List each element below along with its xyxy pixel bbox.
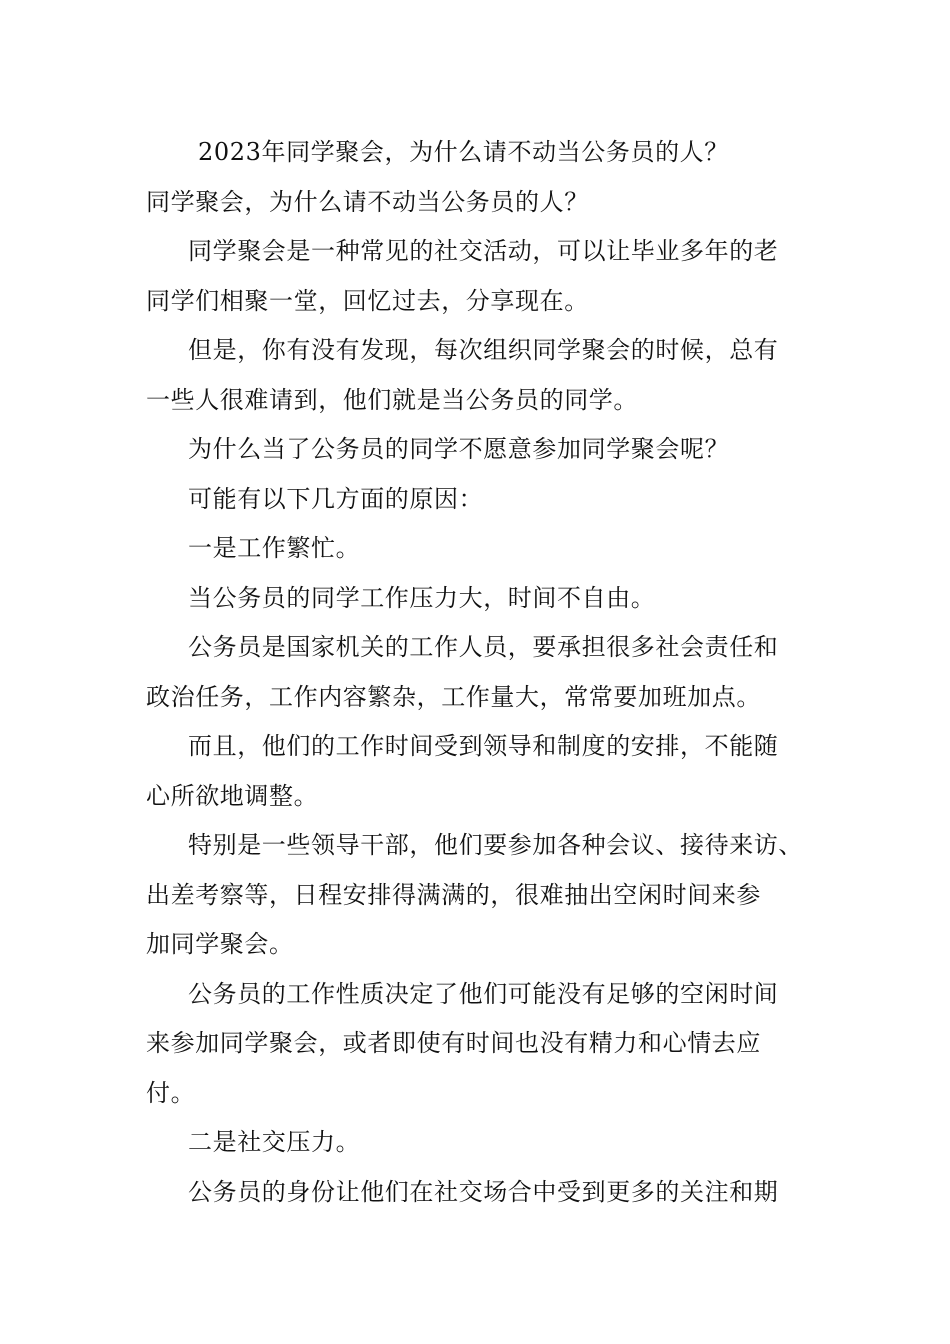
paragraph-line: 出差考察等，日程安排得满满的，很难抽出空闲时间来参 bbox=[146, 880, 761, 909]
paragraph-line: 心所欲地调整。 bbox=[146, 781, 319, 810]
paragraph-line: 同学们相聚一堂，回忆过去，分享现在。 bbox=[146, 286, 589, 315]
section-heading: 二是社交压力。 bbox=[188, 1128, 361, 1156]
paragraph-line: 来参加同学聚会，或者即使有时间也没有精力和心情去应 bbox=[146, 1029, 761, 1057]
paragraph-line: 政治任务，工作内容繁杂，工作量大，常常要加班加点。 bbox=[146, 682, 761, 711]
paragraph-line: 公务员的身份让他们在社交场合中受到更多的关注和期 bbox=[188, 1177, 779, 1206]
paragraph-line: 付。 bbox=[146, 1078, 196, 1107]
document-page bbox=[146, 128, 810, 1217]
paragraph-line: 加同学聚会。 bbox=[146, 930, 294, 958]
paragraph-line: 一些人很难请到，他们就是当公务员的同学。 bbox=[146, 385, 638, 414]
paragraph-line: 公务员的工作性质决定了他们可能没有足够的空闲时间 bbox=[188, 979, 779, 1008]
paragraph-line: 同学聚会是一种常见的社交活动，可以让毕业多年的老 bbox=[188, 237, 779, 265]
paragraph-line: 特别是一些领导干部，他们要参加各种会议、接待来访、 bbox=[188, 831, 803, 859]
paragraph-line: 但是，你有没有发现，每次组织同学聚会的时候，总有 bbox=[188, 336, 779, 364]
paragraph-line: 公务员是国家机关的工作人员，要承担很多社会责任和 bbox=[188, 633, 779, 661]
paragraph-line: 为什么当了公务员的同学不愿意参加同学聚会呢？ bbox=[188, 435, 730, 463]
document-title: 2023年同学聚会，为什么请不动当公务员的人？ bbox=[198, 138, 729, 166]
paragraph-line: 而且，他们的工作时间受到领导和制度的安排，不能随 bbox=[188, 732, 779, 760]
paragraph-line: 可能有以下几方面的原因： bbox=[188, 484, 484, 513]
section-heading: 一是工作繁忙。 bbox=[188, 534, 361, 562]
paragraph-line: 当公务员的同学工作压力大，时间不自由。 bbox=[188, 583, 656, 612]
subtitle-line: 同学聚会，为什么请不动当公务员的人？ bbox=[146, 187, 589, 216]
